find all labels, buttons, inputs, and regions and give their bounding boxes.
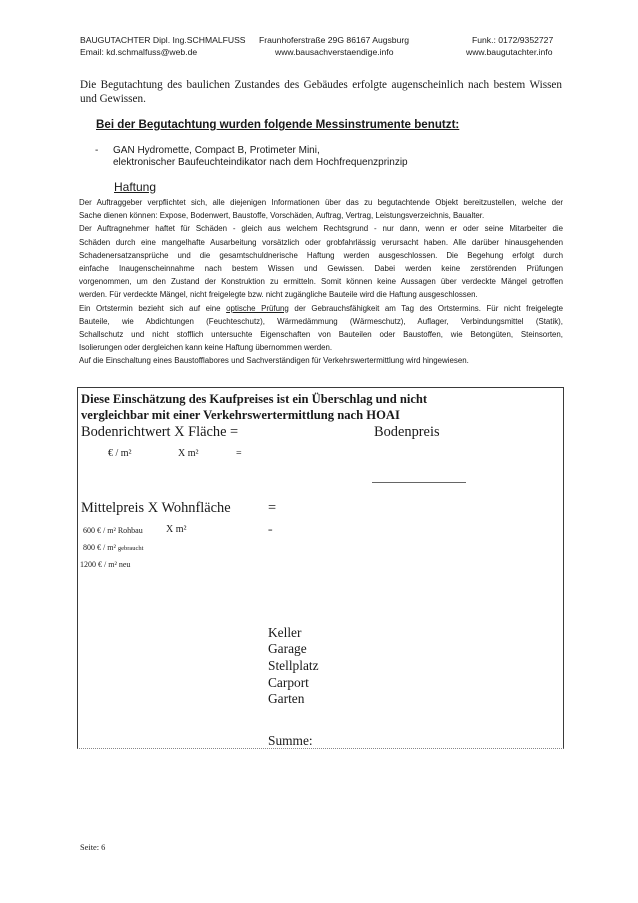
haftung-line: einfache Inaugenscheinnahme nach bestem Wissen und Gewissen. Dabei werden keine zerstörenden Prüfungen [79,264,563,274]
neu-price: 1200 € / m² neu [80,560,131,569]
header-email: Email: kd.schmalfuss@web.de [80,47,198,57]
haftung-title: Haftung [114,180,157,194]
garage-label: Garage [268,641,307,656]
haftung-paragraph [79,196,563,368]
header-address: Fraunhoferstraße 29G 86167 Augsburg [259,35,410,45]
instruments-line-2: elektronischer Baufeuchteindikator nach dem Hochfrequenzprinzip [113,157,408,168]
haftung-line: werden. Für verdeckte Mängel, nicht freigelegte bzw. nicht zugängliche Bauteile wird die Haftung ausgeschlossen. [79,290,478,300]
header-website: www.bausachverstaendige.info [275,47,394,57]
haftung-text: der Gebrauchsfähigkeit am Tag des Ortstermins. Für nicht freigelegte [288,303,564,313]
rohbau-price: 600 € / m² Rohbau [83,526,143,535]
summe-label: Summe: [268,733,313,748]
haftung-line: Der Auftraggeber verpflichtet sich, alle diejenigen Informationen über das zu begutachtende Objekt bereitzustellen, welche der [79,198,563,207]
haftung-line: Schäden durch eine mangelhafte Ausarbeitung vorsätzlich oder grobfahrlässig verursacht haben. Alle darüber hinausgehenden [79,237,563,247]
haftung-line: Schadenersatzansprüche und die gesamtschuldnerische Haftung werden ausgeschlossen. Die Begehung erfolgt durch [79,250,563,260]
garten-label: Garten [268,691,305,706]
header-phone: Funk.: 0172/9352727 [472,35,554,45]
bodenpreis-label: Bodenpreis [374,424,440,440]
page-number: Seite: 6 [80,843,106,852]
header-company: BAUGUTACHTER Dipl. Ing.SCHMALFUSS [80,35,246,45]
instruments-line-1: GAN Hydromette, Compact B, Protimeter Mini, [113,145,320,156]
gebraucht-label: gebraucht [117,545,144,552]
keller-label: Keller [268,625,302,640]
haftung-line: vorgenommen, um den Zustand der Konstruktion zu ermitteln. Somit können keine Aussagen über verdeckte Mängel getroffen [79,277,563,287]
instruments-title: Bei der Begutachtung wurden folgende Messinstrumente benutzt: [96,118,460,131]
list-bullet: - [95,145,99,156]
gebraucht-price-value: 800 € / m² [83,543,116,552]
haftung-line: Isolierungen oder dergleichen kann keine Haftung übernommen werden. [79,343,333,353]
haftung-line: Auf die Einschaltung eines Baustofflabores und Sachverständigen für Verkehrswertermittlung wird hingewiesen. [79,356,469,366]
haftung-line: Schallschutz und nicht stofflich untersuchte Eigenschaften von Bauteilen oder Baustoffen, wie Betongüten, Steinsorten, [79,330,563,340]
estimate-title-line-1: Diese Einschätzung des Kaufpreises ist ein Überschlag und nicht [81,392,428,406]
gebraucht-price [83,543,143,552]
stellplatz-label: Stellplatz [268,658,319,673]
mittelpreis-label: Mittelpreis X Wohnfläche [81,500,231,516]
equals-sign: = [268,500,277,516]
haftung-line: Bauteile, wie Abdichtungen (Feuchteschutz), Wärmedämmung (Wärmeschutz), Auflager, Verbindungsmittel (Statik), [79,316,563,326]
times-m2: X m² [178,448,199,459]
carport-label: Carport [268,675,309,690]
unit-eur-per-m2: € / m² [108,448,132,459]
estimate-box [77,387,564,749]
header-website-2: www.baugutachter.info [466,47,553,57]
times-m2: X m² [166,524,187,535]
estimate-title-line-2: vergleichbar mit einer Verkehrswertermittlung nach HOAI [81,408,400,422]
bodenrichtwert-label: Bodenrichtwert X Fläche = [81,424,239,440]
intro-paragraph: Die Begutachtung des baulichen Zustandes des Gebäudes erfolgte augenscheinlich nach bestem Wissen und Gewissen. [80,79,562,105]
equals-sign: = [236,448,242,459]
haftung-line: Der Auftragnehmer haftet für Schäden - gleich aus welchem Rechtsgrund - nur dann, wenn er oder seine Mitarbeiter die [79,224,563,234]
optische-pruefung-text: optische Prüfung [226,303,289,313]
haftung-line [79,302,563,315]
haftung-line: Sache dienen können: Expose, Bodenwert, Baustoffe, Vorschäden, Auftrag, Vertrag, Leistungsverzeichnis, Baualter. [79,211,485,221]
haftung-text: Ein Ortstermin bezieht sich auf eine [79,303,227,313]
equals-sign: = [268,526,273,535]
result-underline [372,482,466,483]
